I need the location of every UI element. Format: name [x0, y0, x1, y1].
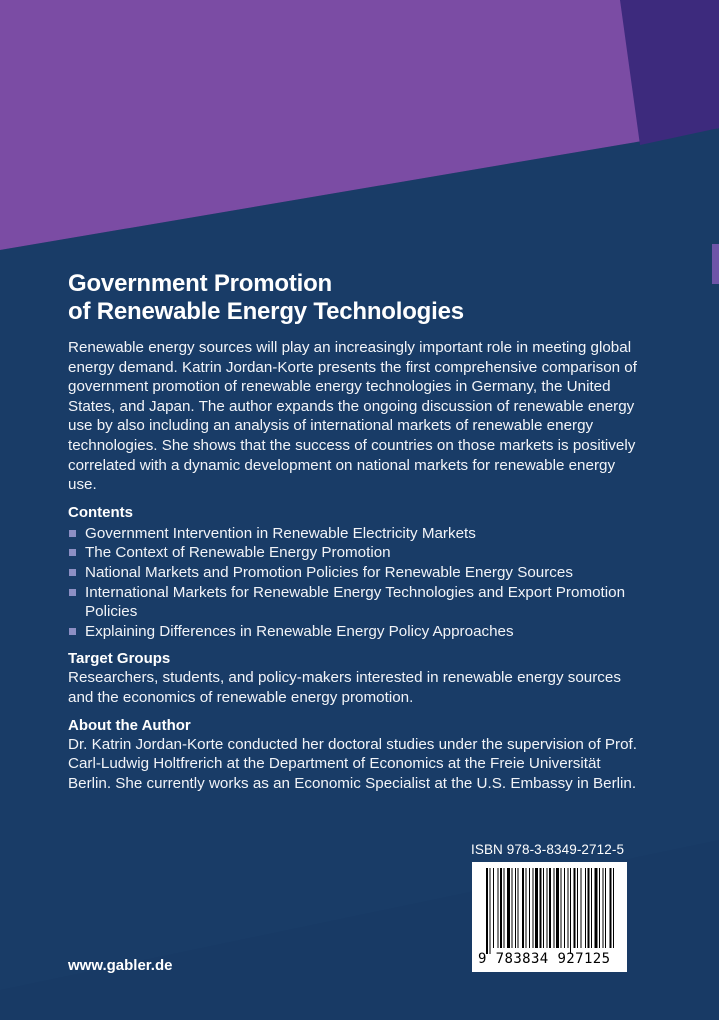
publisher-website: www.gabler.de [68, 957, 173, 974]
barcode-bar [585, 868, 586, 948]
about-author-heading: About the Author [68, 716, 191, 734]
target-groups-heading: Target Groups [68, 650, 171, 668]
barcode-bar [522, 868, 524, 948]
square-bullet-icon [69, 549, 76, 556]
barcode-bar [556, 868, 559, 948]
barcode-bar [568, 868, 569, 948]
barcode-bar [529, 868, 530, 948]
square-bullet-icon [69, 589, 76, 596]
barcode-bar [518, 868, 519, 948]
barcode-bar [498, 868, 499, 948]
title-line-2: of Renewable Energy Technologies [68, 298, 464, 325]
barcode-bar [591, 868, 592, 948]
contents-heading: Contents [68, 503, 133, 521]
barcode-bar [493, 868, 494, 948]
square-bullet-icon [69, 569, 76, 576]
barcode-bar [613, 868, 614, 948]
barcode-bar [603, 868, 604, 948]
barcode-bar [577, 868, 578, 948]
barcode-bar [507, 868, 510, 948]
barcode-bar [515, 868, 516, 948]
barcode-bar [540, 868, 542, 948]
barcode-bar [547, 868, 548, 948]
target-groups-text: Researchers, students, and policy-makers interested in renewable energy sources and the economics of renewable energy promotion. [68, 669, 621, 706]
back-cover-text [68, 270, 643, 793]
barcode-bar [581, 868, 582, 948]
barcode-bar [490, 868, 491, 954]
side-tab [712, 244, 719, 284]
list-item: Explaining Differences in Renewable Energy Policy Approaches [68, 622, 643, 642]
barcode [472, 862, 627, 972]
list-item: International Markets for Renewable Energy Technologies and Export Promotion Policies [68, 583, 643, 622]
barcode-bar [554, 868, 555, 948]
barcode-bar [570, 868, 571, 954]
square-bullet-icon [69, 530, 76, 537]
title-line-1: Government Promotion [68, 270, 333, 297]
barcode-bar [512, 868, 513, 948]
list-item: National Markets and Promotion Policies for Renewable Energy Sources [68, 563, 643, 583]
barcode-bar [564, 868, 565, 948]
barcode-bar [533, 868, 534, 948]
barcode-bar [610, 868, 612, 948]
barcode-bar [526, 868, 527, 948]
description: Renewable energy sources will play an increasingly important role in meeting global energy demand. Katrin Jordan-Korte presents the first comprehensive comparison of government promotion of renewable energy technologies in Germany, the United States, and Japan. The author expands the ongoing discussion of renewable energy use by also including an analysis of international markets of renewable energy technologies. She shows that the success of countries on those markets is positively correlated with a dynamic development on national markets for renewable energy use. [68, 339, 637, 494]
barcode-bar [595, 868, 598, 948]
list-item: Government Intervention in Renewable Electricity Markets [68, 524, 643, 544]
about-author-text: Dr. Katrin Jordan-Korte conducted her doctoral studies under the supervision of Prof. Carl-Ludwig Holtfrerich at the Department of Economics at the Freie Universität Berlin. She currently works as an Economic Specialist at the U.S. Embassy in Berlin. [68, 735, 637, 792]
barcode-digits: 9 783834 927125 [478, 951, 611, 967]
barcode-bar [605, 868, 606, 948]
barcode-bar [574, 868, 576, 948]
barcode-bar [599, 868, 600, 948]
barcode-bar [486, 868, 488, 954]
contents-list [68, 524, 643, 642]
list-item: The Context of Renewable Energy Promotion [68, 543, 643, 563]
barcode-bar [543, 868, 544, 948]
barcode-bar [504, 868, 505, 948]
isbn-label: ISBN 978-3-8349-2712-5 [471, 842, 625, 857]
square-bullet-icon [69, 628, 76, 635]
book-title [68, 270, 643, 326]
barcode-bar [549, 868, 551, 948]
barcode-bar [561, 868, 562, 948]
barcode-bar [535, 868, 538, 948]
barcode-bar [588, 868, 590, 948]
barcode-bar [500, 868, 502, 948]
